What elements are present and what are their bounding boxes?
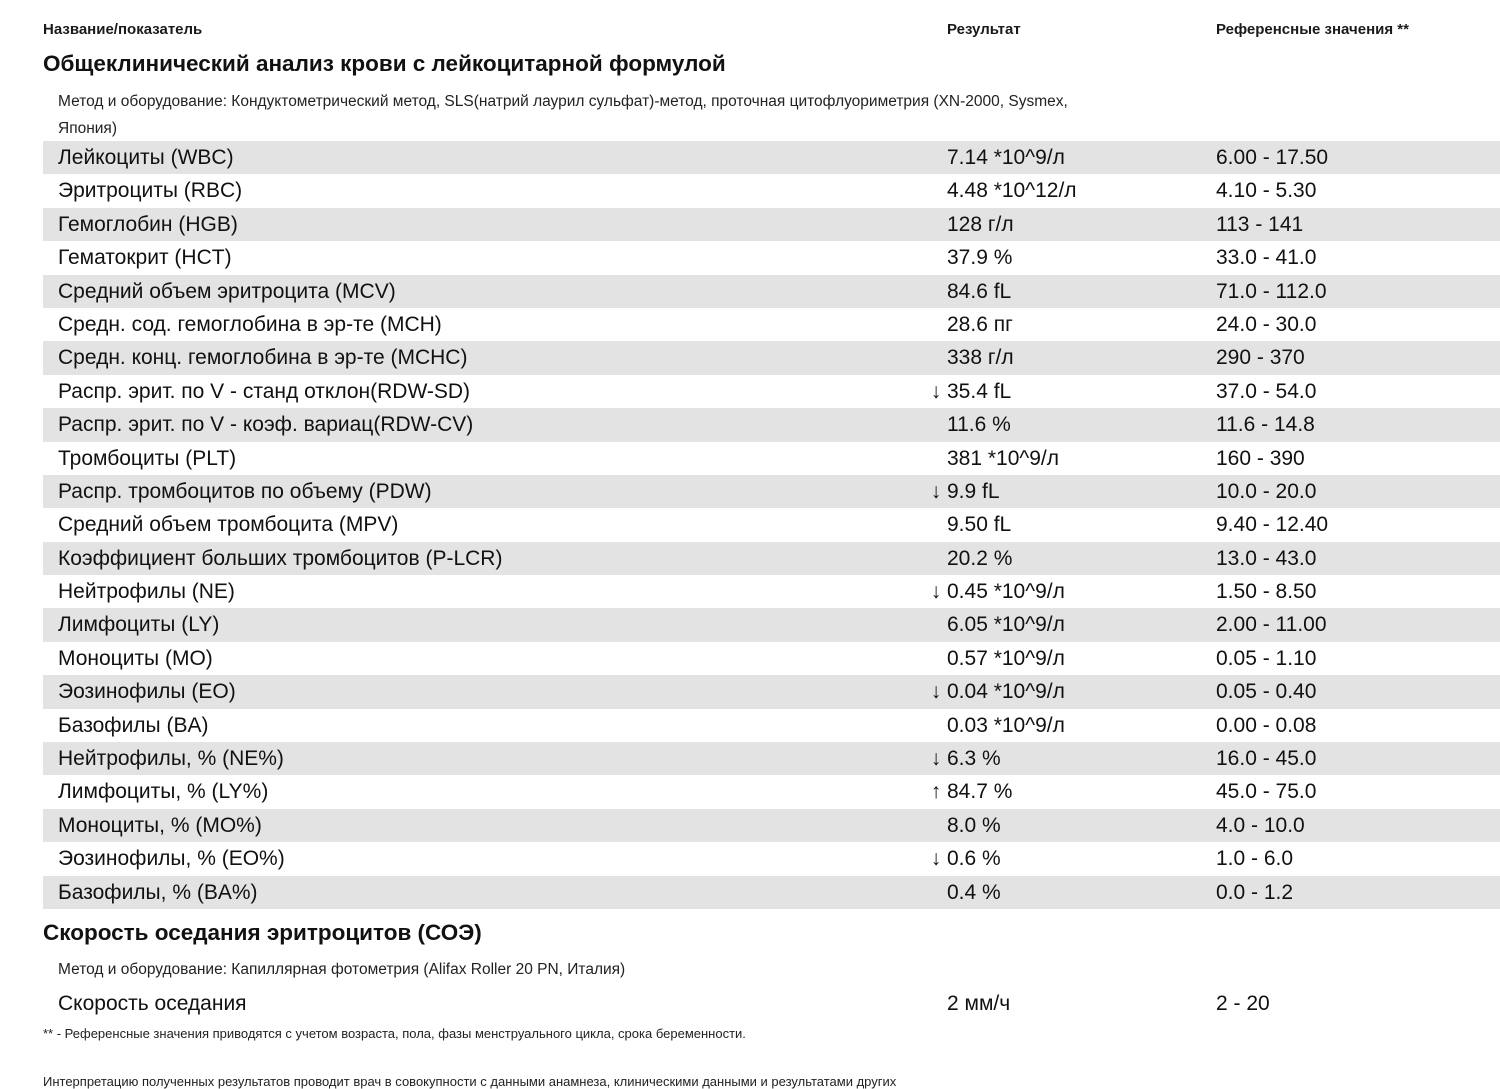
test-result: 28.6 пг	[947, 312, 1013, 336]
test-name: Тромбоциты (PLT)	[58, 446, 237, 470]
table-row	[43, 608, 1500, 641]
test-result: 35.4 fL	[947, 379, 1012, 403]
test-result: 84.7 %	[947, 780, 1013, 804]
test-result: 8.0 %	[947, 813, 1001, 837]
test-reference-range: 37.0 - 54.0	[1216, 379, 1317, 403]
test-name: Лимфоциты, % (LY%)	[58, 780, 269, 804]
test-result: 20.2 %	[947, 546, 1013, 570]
test-name: Базофилы (BA)	[58, 713, 209, 737]
test-reference-range: 113 - 141	[1216, 212, 1304, 236]
test-reference-range: 45.0 - 75.0	[1216, 780, 1317, 804]
test-result: 6.3 %	[947, 747, 1001, 771]
table-row	[43, 308, 1500, 341]
test-name: Базофилы, % (BA%)	[58, 880, 258, 904]
test-result: 4.48 *10^12/л	[947, 179, 1077, 203]
esr-section-title: Скорость оседания эритроцитов (СОЭ)	[43, 920, 482, 945]
test-name: Гематокрит (HCT)	[58, 246, 232, 270]
test-result: 11.6 %	[947, 413, 1011, 437]
interpretation-note: Интерпретацию полученных результатов проводит врач в совокупности с данными анамнеза, клиническими данными и результатами других	[43, 1074, 897, 1089]
table-row	[43, 809, 1500, 842]
test-name: Моноциты, % (MO%)	[58, 813, 262, 837]
test-name: Скорость оседания	[58, 992, 247, 1015]
test-reference-range: 24.0 - 30.0	[1216, 312, 1317, 336]
test-name: Гемоглобин (HGB)	[58, 212, 238, 236]
cbc-method-line-2: Япония)	[58, 120, 117, 137]
test-result: 0.6 %	[947, 847, 1001, 871]
test-reference-range: 2.00 - 11.00	[1216, 613, 1327, 637]
reference-footnote: ** - Референсные значения приводятся с учетом возраста, пола, фазы менструального цикла, срока беременности.	[43, 1026, 746, 1041]
table-row	[43, 709, 1500, 742]
cbc-section-title: Общеклинический анализ крови с лейкоцитарной формулой	[43, 51, 726, 76]
test-name: Нейтрофилы, % (NE%)	[58, 747, 284, 771]
test-reference-range: 0.0 - 1.2	[1216, 880, 1294, 904]
table-row	[43, 275, 1500, 308]
test-result: 6.05 *10^9/л	[947, 613, 1065, 637]
test-result: 128 г/л	[947, 212, 1014, 236]
arrow-down-icon: ↓	[930, 580, 942, 604]
arrow-down-icon: ↓	[930, 379, 942, 403]
test-reference-range: 9.40 - 12.40	[1216, 513, 1329, 537]
test-reference-range: 0.05 - 1.10	[1216, 646, 1317, 670]
table-row	[43, 575, 1500, 608]
test-name: Лимфоциты (LY)	[58, 613, 220, 637]
table-row	[43, 642, 1500, 675]
esr-result-row	[43, 987, 1500, 1021]
test-name: Нейтрофилы (NE)	[58, 580, 235, 604]
test-result: 0.03 *10^9/л	[947, 713, 1065, 737]
test-name: Эозинофилы (EO)	[58, 680, 236, 704]
table-row	[43, 508, 1500, 541]
test-name: Коэффициент больших тромбоцитов (P-LCR)	[58, 546, 503, 570]
test-reference-range: 290 - 370	[1216, 346, 1305, 370]
test-result: 0.57 *10^9/л	[947, 646, 1065, 670]
table-row	[43, 442, 1500, 475]
table-row	[43, 241, 1500, 274]
arrow-down-icon: ↓	[930, 847, 942, 871]
table-row	[43, 876, 1500, 909]
test-name: Средний объем эритроцита (MCV)	[58, 279, 396, 303]
test-result: 0.4 %	[947, 880, 1001, 904]
cbc-results-table	[43, 141, 1500, 909]
test-name: Эозинофилы, % (EO%)	[58, 847, 285, 871]
table-row	[43, 742, 1500, 775]
column-header-reference: Референсные значения **	[1216, 21, 1409, 38]
test-name: Средний объем тромбоцита (MPV)	[58, 513, 399, 537]
table-row	[43, 542, 1500, 575]
test-name: Средн. конц. гемоглобина в эр-те (MCHC)	[58, 346, 468, 370]
test-result: 2 мм/ч	[947, 992, 1011, 1015]
table-row	[43, 375, 1500, 408]
test-result: 7.14 *10^9/л	[947, 146, 1065, 169]
test-reference-range: 2 - 20	[1216, 992, 1270, 1015]
test-name: Лейкоциты (WBC)	[58, 146, 234, 169]
test-result: 9.50 fL	[947, 513, 1012, 537]
test-name: Распр. эрит. по V - станд отклон(RDW-SD)	[58, 379, 471, 403]
test-name: Моноциты (MO)	[58, 646, 213, 670]
test-name: Распр. тромбоцитов по объему (PDW)	[58, 479, 432, 503]
test-reference-range: 1.0 - 6.0	[1216, 847, 1294, 871]
test-reference-range: 33.0 - 41.0	[1216, 246, 1317, 270]
test-result: 9.9 fL	[947, 479, 1000, 503]
test-name: Средн. сод. гемоглобина в эр-те (MCH)	[58, 312, 442, 336]
test-result: 84.6 fL	[947, 279, 1012, 303]
test-reference-range: 160 - 390	[1216, 446, 1305, 470]
test-reference-range: 71.0 - 112.0	[1216, 279, 1327, 303]
test-result: 338 г/л	[947, 346, 1014, 370]
column-header-result: Результат	[947, 21, 1021, 38]
table-row	[43, 475, 1500, 508]
table-row	[43, 408, 1500, 441]
esr-method-line: Метод и оборудование: Капиллярная фотометрия (Alifax Roller 20 PN, Италия)	[58, 961, 626, 978]
cbc-method-line-1: Метод и оборудование: Кондуктометрический метод, SLS(натрий лаурил сульфат)-метод, проточная цитофлуориметрия (XN-2000, Sysmex,	[58, 93, 1068, 110]
table-row	[43, 174, 1500, 207]
test-reference-range: 10.0 - 20.0	[1216, 479, 1317, 503]
test-reference-range: 0.00 - 0.08	[1216, 713, 1317, 737]
test-reference-range: 16.0 - 45.0	[1216, 747, 1317, 771]
test-reference-range: 11.6 - 14.8	[1216, 413, 1315, 437]
arrow-up-icon: ↑	[930, 780, 942, 804]
test-name: Эритроциты (RBC)	[58, 179, 243, 203]
test-result: 381 *10^9/л	[947, 446, 1060, 470]
arrow-down-icon: ↓	[930, 747, 942, 771]
test-result: 0.04 *10^9/л	[947, 680, 1065, 704]
table-row	[43, 208, 1500, 241]
arrow-down-icon: ↓	[930, 680, 942, 704]
test-result: 0.45 *10^9/л	[947, 580, 1065, 604]
table-row	[43, 775, 1500, 808]
test-reference-range: 4.10 - 5.30	[1216, 179, 1317, 203]
arrow-down-icon: ↓	[930, 479, 942, 503]
test-result: 37.9 %	[947, 246, 1013, 270]
test-reference-range: 0.05 - 0.40	[1216, 680, 1317, 704]
test-name: Распр. эрит. по V - коэф. вариац(RDW-CV)	[58, 413, 474, 437]
column-header-name: Название/показатель	[43, 21, 203, 38]
table-row	[43, 842, 1500, 875]
test-reference-range: 6.00 - 17.50	[1216, 146, 1329, 169]
test-reference-range: 1.50 - 8.50	[1216, 580, 1317, 604]
table-row	[43, 675, 1500, 708]
table-row	[43, 141, 1500, 174]
test-reference-range: 13.0 - 43.0	[1216, 546, 1317, 570]
test-reference-range: 4.0 - 10.0	[1216, 813, 1305, 837]
table-row	[43, 341, 1500, 374]
